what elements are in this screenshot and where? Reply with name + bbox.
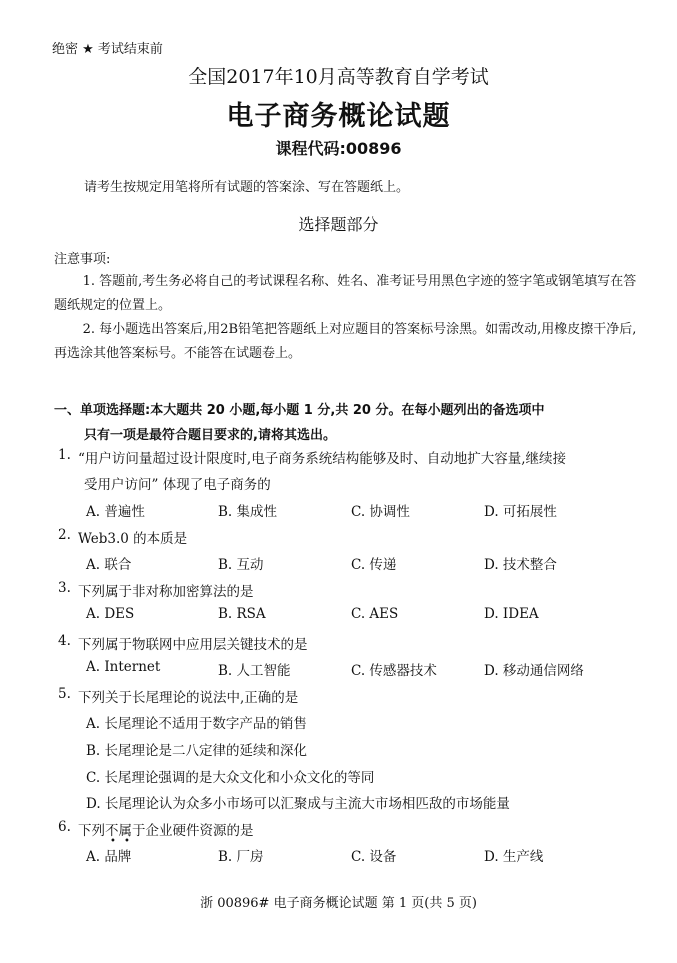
- question-number: 5.: [58, 686, 71, 702]
- option-d: D. 生产线: [484, 849, 544, 865]
- option-d: D. 移动通信网络: [484, 663, 584, 679]
- question-stem: 下列属于非对称加密算法的是: [78, 584, 254, 600]
- exam-title: 全国2017年10月高等教育自学考试: [188, 66, 489, 88]
- notes-heading: 注意事项:: [54, 252, 111, 267]
- note-item: 1. 答题前,考生务必将自己的考试课程名称、姓名、准考证号用黑色字迹的签字笔或钢笔填写在答题纸规定的位置上。: [54, 274, 637, 313]
- option-d: D. 可拓展性: [484, 504, 557, 520]
- option-b: B. 集成性: [218, 504, 278, 520]
- option-c: C. 设备: [351, 849, 397, 865]
- course-code: 课程代码:00896: [275, 139, 402, 158]
- option-d: D. IDEA: [484, 606, 539, 622]
- option-c: C. 传感器技术: [351, 663, 437, 679]
- question-stem: 受用户访问” 体现了电子商务的: [84, 477, 271, 493]
- option-b: B. 人工智能: [218, 663, 291, 679]
- emphasis-dot: •: [110, 836, 116, 847]
- option-c: C. 协调性: [351, 504, 410, 520]
- part-heading-line: 只有一项是最符合题目要求的,请将其选出。: [84, 428, 336, 443]
- option-b: B. 长尾理论是二八定律的延续和深化: [86, 743, 308, 759]
- emphasis-dot: •: [124, 836, 130, 847]
- option-a: A. 品牌: [86, 849, 132, 865]
- part-heading: [54, 398, 644, 448]
- option-a: A. 长尾理论不适用于数字产品的销售: [86, 716, 307, 732]
- question-stem: 下列关于长尾理论的说法中,正确的是: [78, 690, 299, 706]
- question-number: 2.: [58, 527, 71, 543]
- question-number: 3.: [58, 580, 71, 596]
- page-footer: 浙 00896# 电子商务概论试题 第 1 页(共 5 页): [200, 896, 477, 911]
- option-b: B. 互动: [218, 557, 264, 573]
- option-d: D. 长尾理论认为众多小市场可以汇聚成与主流大市场相匹敌的市场能量: [86, 796, 510, 812]
- note-item: 2. 每小题选出答案后,用2B铅笔把答题纸上对应题目的答案标号涂黑。如需改动,用橡皮擦干净后,再选涂其他答案标号。不能答在试题卷上。: [54, 322, 637, 361]
- option-b: B. 厂房: [218, 849, 264, 865]
- option-a: A. DES: [86, 606, 135, 622]
- question-number: 1.: [58, 447, 71, 463]
- section-title: 选择题部分: [298, 215, 379, 234]
- paper-title: 电子商务概论试题: [226, 101, 451, 132]
- secret-mark: 绝密 ★ 考试结束前: [52, 42, 163, 57]
- question-number: 6.: [58, 819, 71, 835]
- question-stem: Web3.0 的本质是: [78, 531, 188, 547]
- option-c: C. 传递: [351, 557, 397, 573]
- part-heading-line: 一、单项选择题:本大题共 20 小题,每小题 1 分,共 20 分。在每小题列出的备选项中: [54, 403, 545, 418]
- question-stem: 下列不属于企业硬件资源的是: [78, 823, 254, 839]
- instruction-text: 请考生按规定用笔将所有试题的答案涂、写在答题纸上。: [84, 180, 410, 195]
- option-c: C. 长尾理论强调的是大众文化和小众文化的等同: [86, 770, 375, 786]
- option-b: B. RSA: [218, 606, 266, 622]
- option-a: A. 普遍性: [86, 504, 145, 520]
- option-a: A. Internet: [86, 659, 161, 675]
- option-c: C. AES: [351, 606, 399, 622]
- option-a: A. 联合: [86, 557, 132, 573]
- question-stem: 下列属于物联网中应用层关键技术的是: [78, 637, 308, 653]
- option-d: D. 技术整合: [484, 557, 557, 573]
- question-stem: “用户访问量超过设计限度时,电子商务系统结构能够及时、自动地扩大容量,继续接: [78, 451, 566, 467]
- question-number: 4.: [58, 633, 71, 649]
